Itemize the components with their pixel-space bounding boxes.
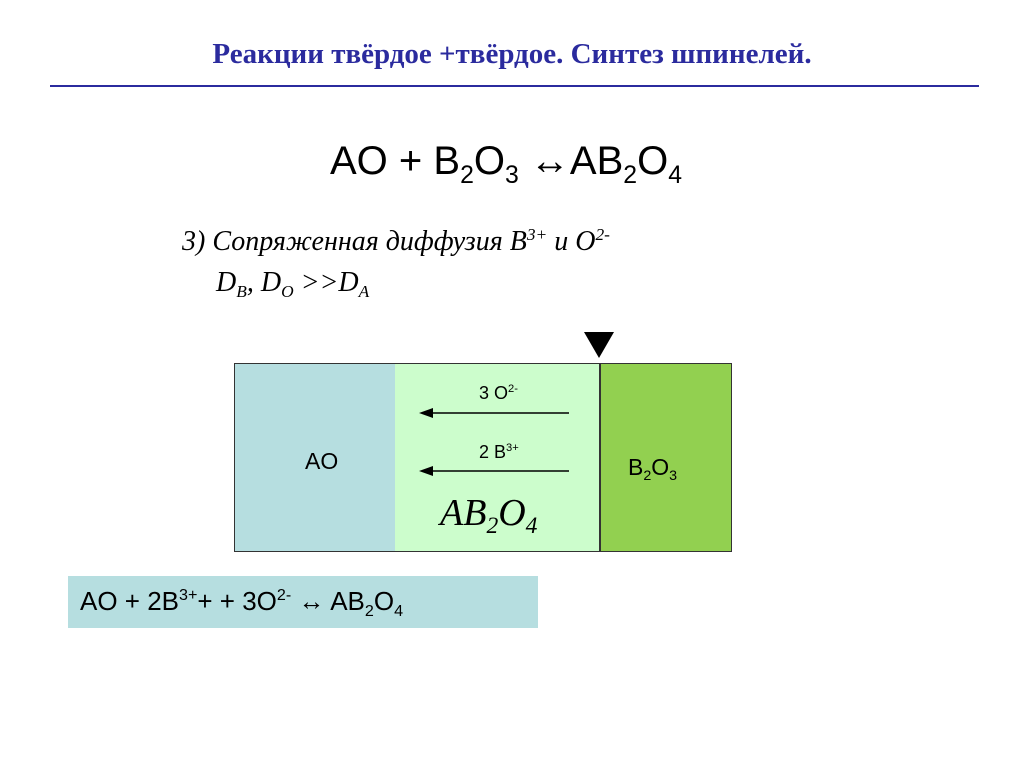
- oxygen-flux-arrow-icon: [419, 407, 569, 419]
- ao-label: AO: [305, 448, 339, 474]
- product-part: AB: [440, 492, 487, 534]
- net-equation: [80, 586, 404, 620]
- d-symbol: , D: [246, 267, 282, 298]
- product-subscript: 4: [525, 513, 538, 540]
- net-charge: 3+: [179, 586, 198, 605]
- eq-arrow: ↔: [518, 139, 570, 183]
- boron-flux-arrow-icon: [419, 465, 569, 477]
- net-part: + + 3O: [197, 586, 277, 616]
- d-subscript: O: [281, 282, 294, 302]
- eq-part: AB: [569, 139, 624, 183]
- b2o3-subscript: 2: [643, 467, 652, 484]
- product-label: [440, 491, 538, 540]
- b2o3-subscript: 3: [669, 467, 678, 484]
- net-subscript: 2: [364, 601, 374, 620]
- oxygen-flux-label: [479, 383, 518, 404]
- eq-subscript: 4: [668, 161, 682, 189]
- net-charge: 2-: [276, 586, 292, 605]
- eq-subscript: 3: [504, 161, 519, 189]
- eq-subscript: 2: [460, 161, 474, 189]
- boron-flux-label: [479, 442, 519, 463]
- net-part: ↔ AB: [291, 586, 365, 616]
- mechanism-line-1: [182, 226, 610, 258]
- flux-charge: 3+: [506, 442, 519, 455]
- net-part: O: [373, 586, 395, 616]
- mechanism-text: 3) Сопряженная диффузия B: [182, 226, 527, 257]
- eq-part: O: [637, 139, 669, 183]
- b2o3-label: [628, 454, 678, 484]
- slide-title: Реакции твёрдое +твёрдое. Синтез шпинелей.: [212, 38, 812, 70]
- d-symbol: >>D: [293, 267, 359, 298]
- eq-part: O: [473, 139, 505, 183]
- b-charge: 3+: [526, 224, 548, 244]
- mechanism-line-2: [216, 267, 370, 302]
- d-symbol: D: [216, 267, 237, 298]
- net-part: AO + 2B: [80, 586, 179, 616]
- main-equation: [330, 139, 682, 189]
- reaction-diagram: [234, 363, 731, 552]
- eq-part: AO + B: [330, 139, 461, 183]
- b2o3-part: B: [628, 454, 644, 480]
- net-subscript: 4: [394, 601, 404, 620]
- b2o3-part: O: [651, 454, 670, 480]
- o-charge: 2-: [595, 224, 610, 244]
- flux-text: 2 B: [479, 442, 507, 462]
- mechanism-text: и O: [547, 226, 596, 257]
- title-divider: [50, 85, 979, 87]
- d-subscript: B: [236, 282, 247, 302]
- flux-text: 3 O: [479, 383, 509, 403]
- flux-charge: 2-: [508, 383, 518, 396]
- eq-subscript: 2: [623, 161, 638, 189]
- d-subscript: A: [358, 282, 370, 302]
- product-part: O: [498, 492, 526, 534]
- product-subscript: 2: [486, 513, 499, 540]
- net-equation-box: [68, 576, 538, 628]
- interface-marker-triangle-icon: [584, 332, 614, 358]
